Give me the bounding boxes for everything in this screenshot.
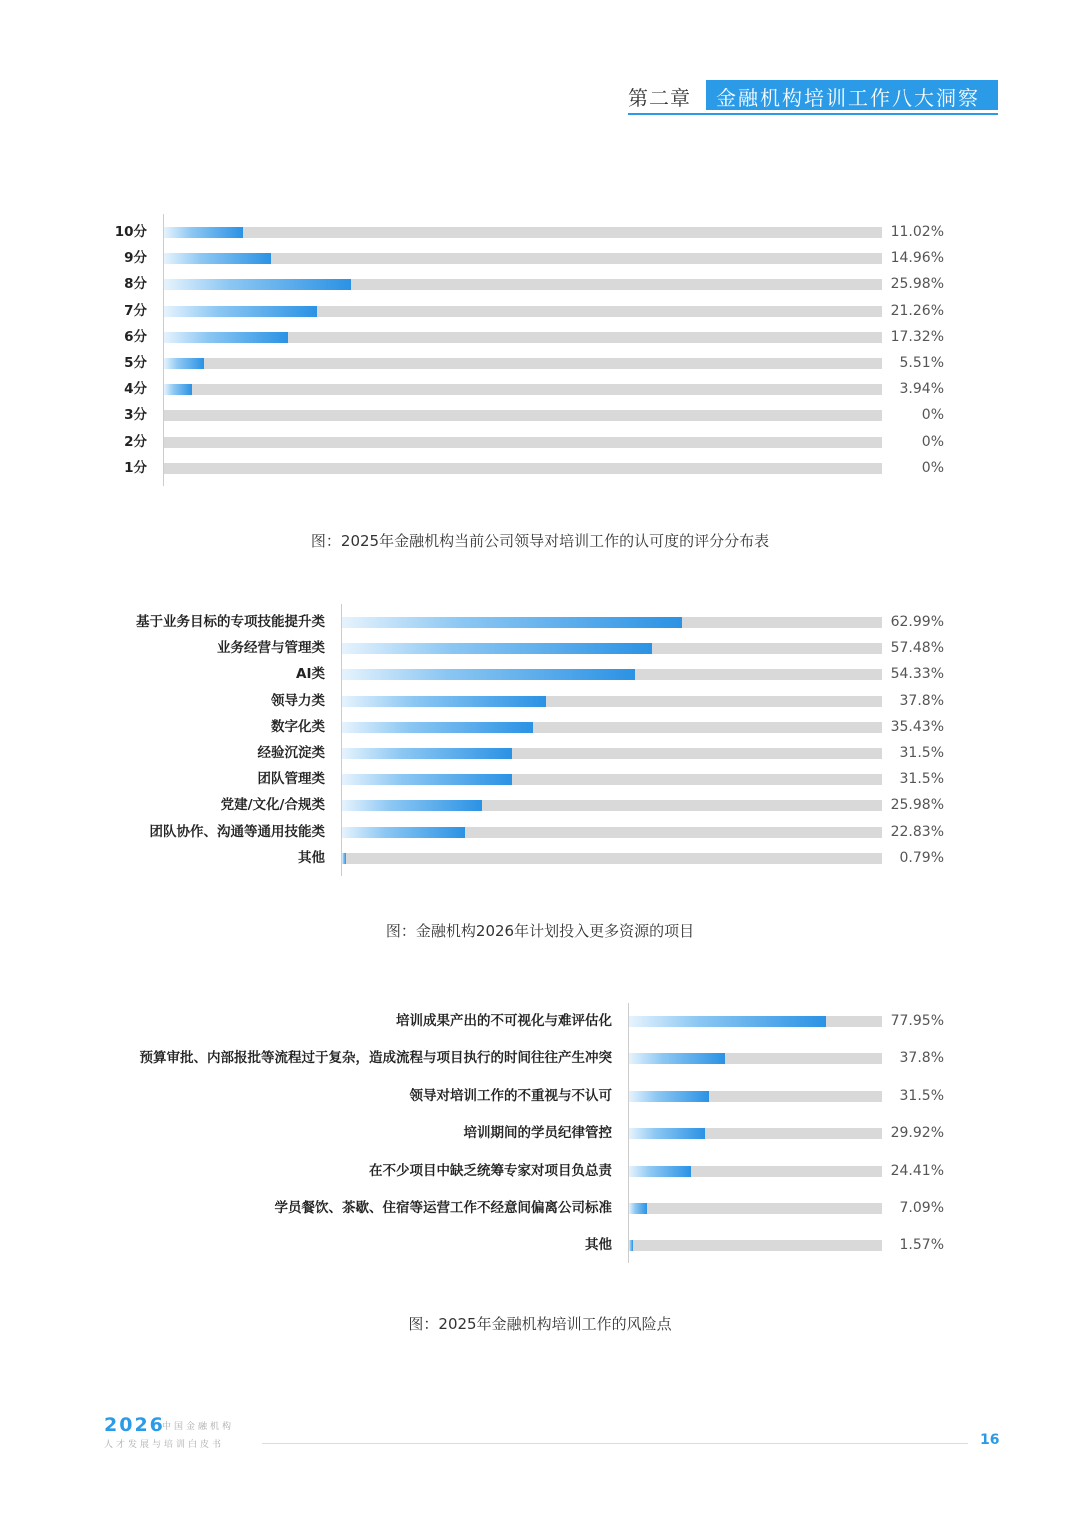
footer-subtitle-line1: 中国金融机构 (162, 1422, 235, 1432)
bar-row (0, 717, 1080, 737)
bar-row (0, 1048, 1080, 1068)
bar-fill (342, 643, 652, 654)
bar-track (164, 227, 882, 238)
category-label: 9分 (124, 250, 147, 267)
bar-row (0, 405, 1080, 425)
value-label: 3.94% (899, 381, 944, 398)
category-label: 学员餐饮、茶歇、住宿等运营工作不经意间偏离公司标准 (274, 1200, 612, 1216)
bar-fill (629, 1016, 826, 1027)
page-number: 16 (980, 1432, 1000, 1448)
bar-track (342, 669, 882, 680)
value-label: 37.8% (899, 692, 944, 709)
bar-row (0, 664, 1080, 684)
bar-row (0, 379, 1080, 399)
category-label: 5分 (124, 355, 147, 371)
bar-fill (164, 358, 204, 369)
category-label: 2分 (124, 433, 147, 450)
value-label: 31.5% (899, 745, 944, 761)
bar-track (629, 1091, 882, 1102)
category-label: 培训成果产出的不可视化与难评估化 (396, 1013, 612, 1029)
chart-caption: 图：2025年金融机构当前公司领导对培训工作的认可度的评分分布表 (310, 532, 770, 550)
category-label: 6分 (124, 328, 147, 345)
category-label: 其他 (298, 849, 325, 866)
bar-fill (342, 722, 533, 733)
bar-track (164, 437, 882, 448)
bar-row (0, 1161, 1080, 1181)
value-label: 29.92% (890, 1125, 944, 1142)
bar-fill (164, 279, 351, 290)
bar-row (0, 301, 1080, 321)
bar-row (0, 1011, 1080, 1031)
category-label: 10分 (114, 224, 147, 240)
bar-fill (342, 696, 546, 707)
bar-track (629, 1053, 882, 1064)
category-label: 业务经营与管理类 (217, 640, 325, 657)
footer-rule (262, 1443, 968, 1444)
category-label: AI类 (296, 666, 325, 683)
chapter-header (628, 80, 998, 116)
value-label: 37.8% (899, 1050, 944, 1067)
category-label: 其他 (585, 1237, 612, 1254)
value-label: 7.09% (899, 1200, 944, 1216)
bar-fill (629, 1091, 709, 1102)
bar-row (0, 432, 1080, 452)
bar-track (342, 643, 882, 654)
bar-row (0, 691, 1080, 711)
bar-fill (629, 1053, 725, 1064)
bar-track (164, 410, 882, 421)
bar-fill (164, 384, 192, 395)
footer-year: 2026 (104, 1414, 165, 1436)
chart-caption: 图：金融机构2026年计划投入更多资源的项目 (385, 922, 695, 940)
footer-subtitle-line2: 人才发展与培训白皮书 (104, 1440, 225, 1450)
bar-fill (342, 853, 346, 864)
bar-fill (629, 1166, 691, 1177)
bar-track (164, 384, 882, 395)
chart-caption: 图：2025年金融机构培训工作的风险点 (408, 1315, 672, 1333)
bar-track (342, 748, 882, 759)
category-label: 领导力类 (271, 692, 325, 709)
bar-track (342, 827, 882, 838)
header-rule (628, 113, 998, 115)
chapter-label: 第二章 (628, 86, 691, 110)
bar-row (0, 612, 1080, 632)
value-label: 24.41% (890, 1162, 944, 1179)
value-label: 25.98% (890, 276, 944, 293)
bar-fill (342, 669, 635, 680)
value-label: 57.48% (890, 640, 944, 657)
category-label: 数字化类 (271, 718, 325, 735)
value-label: 21.26% (890, 302, 944, 319)
bar-row (0, 222, 1080, 242)
category-label: 在不少项目中缺乏统筹专家对项目负总责 (369, 1162, 612, 1179)
bar-row (0, 1198, 1080, 1218)
bar-track (164, 253, 882, 264)
bar-track (342, 800, 882, 811)
bar-row (0, 743, 1080, 763)
value-label: 31.5% (899, 1087, 944, 1104)
value-label: 35.43% (890, 718, 944, 735)
category-label: 8分 (124, 276, 147, 293)
category-label: 4分 (124, 381, 147, 398)
bar-row (0, 638, 1080, 658)
bar-track (629, 1016, 882, 1027)
value-label: 0% (921, 459, 944, 476)
bar-track (164, 463, 882, 474)
value-label: 0% (921, 433, 944, 450)
bar-track (342, 617, 882, 628)
bar-track (342, 774, 882, 785)
bar-fill (342, 800, 482, 811)
category-label: 7分 (124, 302, 147, 319)
category-label: 3分 (124, 407, 147, 424)
bar-row (0, 769, 1080, 789)
bar-fill (164, 306, 317, 317)
bar-fill (342, 748, 512, 759)
bar-fill (629, 1203, 647, 1214)
bar-row (0, 1123, 1080, 1143)
bar-track (342, 853, 882, 864)
bar-track (629, 1240, 882, 1251)
category-label: 团队管理类 (257, 771, 325, 788)
bar-row (0, 274, 1080, 294)
value-label: 77.95% (890, 1013, 944, 1029)
category-label: 基于业务目标的专项技能提升类 (136, 614, 325, 630)
bar-track (342, 696, 882, 707)
bar-row (0, 1235, 1080, 1255)
bar-track (164, 279, 882, 290)
bar-row (0, 327, 1080, 347)
bar-track (342, 722, 882, 733)
category-label: 领导对培训工作的不重视与不认可 (409, 1087, 612, 1104)
bar-fill (629, 1240, 633, 1251)
bar-track (164, 306, 882, 317)
bar-fill (164, 332, 288, 343)
bar-row (0, 822, 1080, 842)
category-label: 预算审批、内部报批等流程过于复杂，造成流程与项目执行的时间往往产生冲突 (139, 1050, 612, 1067)
value-label: 14.96% (890, 250, 944, 267)
category-label: 团队协作、沟通等通用技能类 (149, 823, 325, 840)
bar-row (0, 1086, 1080, 1106)
bar-track (629, 1166, 882, 1177)
bar-fill (629, 1128, 705, 1139)
value-label: 22.83% (890, 823, 944, 840)
bar-track (164, 358, 882, 369)
bar-track (164, 332, 882, 343)
chapter-title: 金融机构培训工作八大洞察 (716, 86, 980, 110)
value-label: 1.57% (899, 1237, 944, 1254)
value-label: 5.51% (899, 355, 944, 371)
category-label: 党建/文化/合规类 (220, 797, 325, 814)
bar-row (0, 458, 1080, 478)
chapter-title-box (706, 80, 998, 110)
category-label: 1分 (124, 459, 147, 476)
bar-row (0, 353, 1080, 373)
bar-fill (342, 827, 465, 838)
bar-fill (164, 227, 243, 238)
value-label: 0.79% (899, 849, 944, 866)
bar-fill (164, 253, 271, 264)
value-label: 17.32% (890, 328, 944, 345)
value-label: 31.5% (899, 771, 944, 788)
value-label: 11.02% (890, 224, 944, 240)
bar-fill (342, 617, 682, 628)
bar-row (0, 848, 1080, 868)
value-label: 62.99% (890, 614, 944, 630)
category-label: 培训期间的学员纪律管控 (463, 1125, 612, 1142)
bar-row (0, 795, 1080, 815)
bar-track (629, 1203, 882, 1214)
bar-row (0, 248, 1080, 268)
bar-fill (342, 774, 512, 785)
bar-track (629, 1128, 882, 1139)
value-label: 54.33% (890, 666, 944, 683)
category-label: 经验沉淀类 (257, 745, 325, 761)
value-label: 25.98% (890, 797, 944, 814)
value-label: 0% (921, 407, 944, 424)
